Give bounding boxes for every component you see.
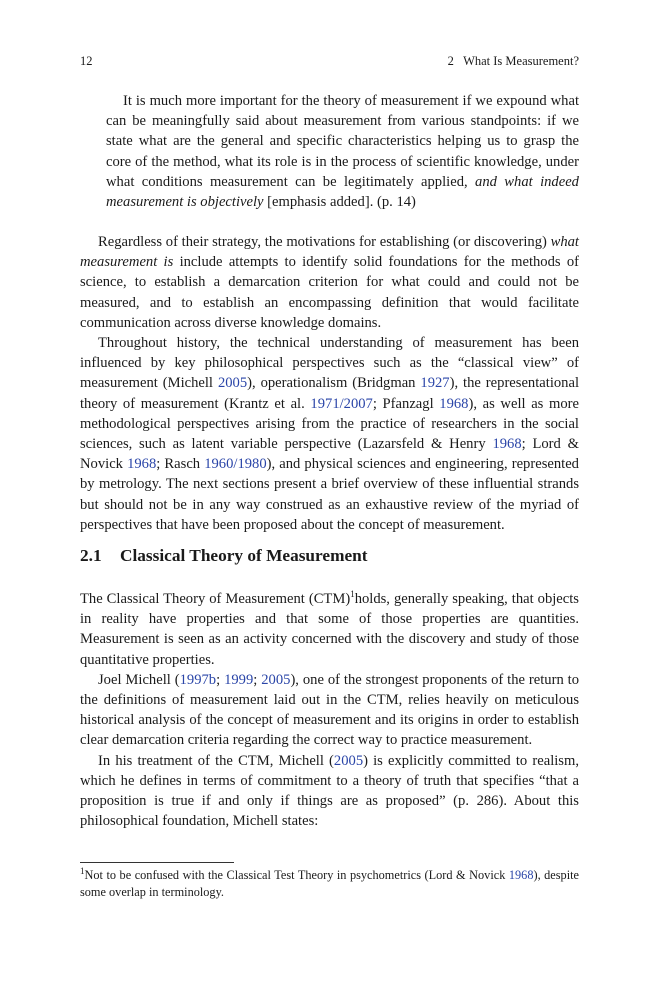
citation-link[interactable]: 1968 [492,436,522,453]
citation-link[interactable]: 1968 [127,456,157,473]
body-text-section [80,589,579,831]
quote-emphasis: and what indeed measurement is objectively [106,173,579,211]
block-quote [106,91,579,212]
paragraph-michell: Joel Michell (1997b; 1999; 2005), one of the strongest proponents of the return to the definitions of measurement laid out in the CTM, relies heavily on meticulous historical analysis of the concept of measurement and its origins in order to establish clear demarcation criteria regarding the correct way to practice measurement. [80,671,580,749]
citation-link[interactable]: 1968 [439,395,469,412]
footnote-divider [80,862,234,863]
paragraph-ctm: The Classical Theory of Measurement (CTM)$^1$holds, generally speaking, that objects in reality have properties and that some of those properties are quantities. Measurement is seen as an activity concerned with the discovery and study of those quantitative properties. [80,589,579,668]
citation-link[interactable]: 1971/2007 [310,395,373,412]
section-title: Classical Theory of Measurement [120,546,368,565]
paragraph-motivations: Regardless of their strategy, the motivations for establishing (or discovering) what measurement is include attempts to identify solid foundations for the methods of science, to establish a demarcation criterion for what could and could not be measured, and to establish an encompassing definition that would facilitate communication across diverse knowledge domains. [80,234,580,331]
citation-link[interactable]: 1960/1980 [204,456,267,473]
body-text-intro [80,232,579,535]
quote-paragraph: It is much more important for the theory of measurement if we expound what can be meaningfully said about measurement from various standpoints: if we state what are the general and specific characteristics helping us to grasp the core of the method, what its role is in the process of scientific knowledge, under what conditions measurement can be legitimately applied, and what indeed measurement is objectively [emphasis added]. (p. 14) [106,93,579,211]
citation-link[interactable]: 2005 [261,671,291,688]
citation-link[interactable]: 1997b [179,671,217,688]
footnote-marker[interactable]: 1 [350,589,355,600]
citation-link[interactable]: 1927 [420,375,450,392]
chapter-title: 2 What Is Measurement? [447,54,579,68]
citation-link[interactable]: 2005 [217,375,248,392]
citation-link[interactable]: 1968 [508,868,534,882]
paragraph-realism: In his treatment of the CTM, Michell (2005) is explicitly committed to realism, which he defines in terms of commitment to a theory of truth that specifies “that a proposition is true if and only if things are as proposed” (p. 286). About this philosophical foundation, Michell states: [80,752,579,830]
footnote: $^1$Not to be confused with the Classical Test Theory in psychometrics (Lord & Novick 1968), despite some overlap in terminology. [80,865,579,899]
section-number: 2.1 [80,546,102,565]
footnote-number: 1 [80,865,85,876]
page-number: 12 [80,54,93,68]
paragraph-perspectives: Throughout history, the technical understanding of measurement has been influenced by key philosophical perspectives such as the “classical view” of measurement (Michell 2005), operationalism (Bridgman 1927), the representational theory of measurement (Krantz et al. 1971/2007; Pfanzagl 1968), as well as more methodological perspectives arising from the practice of researchers in the social sciences, such as latent variable perspective (Lazarsfeld & Henry 1968; Lord & Novick 1968; Rasch 1960/1980), and physical sciences and engineering, represented by metrology. The next sections present a brief overview of these influential strands but should not be in any way construed as an exhaustive review of the myriad of perspectives that have been proposed about the concept of measurement. [80,335,579,533]
citation-link[interactable]: 1999 [224,671,254,688]
citation-link[interactable]: 2005 [333,752,364,769]
section-heading [80,546,368,566]
